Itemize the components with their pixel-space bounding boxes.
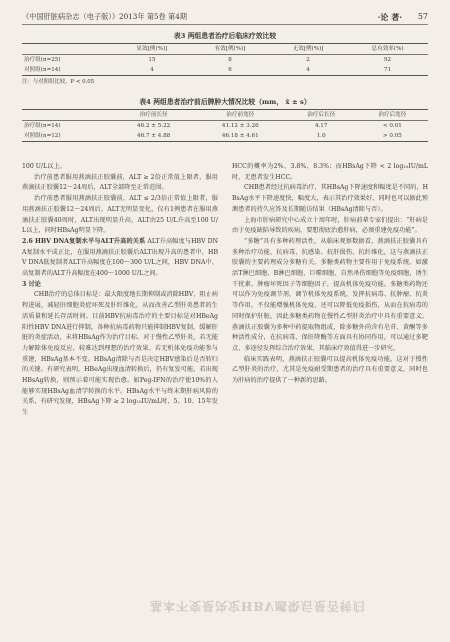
left-text-column xyxy=(22,162,218,419)
row-group-label: 对照组(n=12) xyxy=(22,131,112,142)
table-cell: 2 xyxy=(306,57,310,63)
table-cell: 4 xyxy=(269,65,347,76)
row-group-label: 对照组(n=14) xyxy=(22,65,113,76)
table4-header-cell xyxy=(22,110,112,121)
table-row xyxy=(22,55,428,66)
section-label: ·论 著· xyxy=(377,12,402,22)
body-paragraph: CHB治疗的总体目标是：最大限度地长期抑制或消除HBV，阻止病程进展，减轻肝细胞炎症坏死及肝纤维化，从而改善乙型肝炎患者的生活质量和延长存活时间。目前HBV抗病毒治疗的主要目标是对HBeAg阳性HBV DNA进行抑制，各种抗病毒药物只能抑制HBV复制，缓解肝脏的炎症活动，未将HBsAg作为治疗目标。对于慢性乙型肝炎，若无能力解除体免疫反应，较难达到理想的治疗效果。若无机体免疫功能参与重建，HBsAg基本不变。HBsAg清除与否是决定HBV感染后是否转归的关键。有研究表明，HBeAg出现血清转换后，仍有复发可能，若出现HBsAg转换，则预示着可能实现治愈。如Peg-IFN的治疗使10%的人能够实现HBsAg血清学转换的水平。HBsAg水平与终末期肝病风险的关系，有研究发现，HBsAg下降 ≥ 2 log₁₀IU/mL时，5、10、15年发生 xyxy=(22,291,218,417)
row-group-label: 治疗组(n=25) xyxy=(24,57,61,63)
table-3-grid xyxy=(22,43,428,76)
table3-header-cell xyxy=(22,44,113,55)
body-paragraph: 治疗前患者服用燕滴扶正胶囊前，ALT ≥ 2倍正常值上限者，服用燕滴扶正胶囊12～24周后，ALT全部降至正常范围。 xyxy=(22,173,218,192)
section-heading-paragraph xyxy=(22,280,218,291)
table-cell: 46.7 ± 4.88 xyxy=(112,131,195,142)
section-heading: 2.6 HBV DNA复制水平与ALT升高的关系 xyxy=(22,237,146,245)
table-cell: < 0.01 xyxy=(382,123,402,129)
section-heading-paragraph xyxy=(22,237,218,280)
body-paragraph: 治疗前患者服用燕滴扶正胶囊前，ALT ≤ 2/3倍正常值上限者，服用燕滴扶正胶囊12～24周后，ALT无明显变化，仅有1例患者在服用燕滴扶正胶囊40周时，ALT出现明显升高，ALT由25 U/L升高至100 U/L以上，同时HBsAg明显下降。 xyxy=(22,195,218,235)
bleed-through-text: 基本不变是决定HBV感染后是否转归 xyxy=(150,599,366,613)
table-cell: 15 xyxy=(148,57,156,63)
table-cell: 4.17 xyxy=(314,123,328,129)
table-3 xyxy=(22,30,428,86)
table-4-grid xyxy=(22,109,428,142)
table-cell: 92 xyxy=(383,57,392,63)
table-cell: 1.0 xyxy=(286,131,357,142)
table3-header-cell: 有效[例(%)] xyxy=(191,44,269,55)
table-row xyxy=(22,131,428,142)
table-cell: 8 xyxy=(228,57,232,63)
table4-header-cell: 治疗前宽径 xyxy=(195,110,286,121)
body-paragraph: HCC的概率为2%、3.8%、8.3%；而HBsAg下降 < 2 log₁₀IU/mL时，无患者发生HCC。 xyxy=(232,163,428,181)
table-row xyxy=(22,121,428,132)
table-cell: 6 xyxy=(191,65,269,76)
table4-header-cell: 治疗后宽径 xyxy=(357,110,428,121)
table-cell: 46.2 ± 5.22 xyxy=(137,123,171,129)
body-paragraph: 临床实践表明，燕滴扶正胶囊可以提高机体免疫功能，这对于慢性乙型肝炎的治疗，尤其是免疫耐受期患者的治疗具有重要意义，同时也为肝病的治疗提供了一种新的思路。 xyxy=(232,355,428,385)
running-header xyxy=(22,10,428,25)
right-text-column xyxy=(232,162,428,387)
section-heading: 3 讨论 xyxy=(22,280,41,288)
table4-header-cell: 治疗前长径 xyxy=(112,110,195,121)
paragraph-text: ALT升高幅度与HBV DNA复制水平成正比，在服用燕滴扶正胶囊后ALT出现升高的患者中，HBV DNA低复制者ALT升高幅度在100～300 U/L之间，HBV DNA中、高复制者的ALT升高幅度在400～1000 U/L之间。 xyxy=(22,237,218,278)
table-cell: 4 xyxy=(113,65,191,76)
table-cell: 71 xyxy=(347,65,428,76)
body-paragraph: CHB患者经过抗病毒治疗，其HBsAg下降速度和幅度是不同的，HBsAg水平下降速度快，幅度大，表示其治疗效果好，同时也可以据此预测患者的持久应答及长期随访结果（HBsAg清除与否）。 xyxy=(232,184,428,213)
table-3-caption: 表3 两组患者治疗后临床疗效比较 xyxy=(173,32,277,40)
table3-header-cell: 无效[例(%)] xyxy=(269,44,347,55)
page-number: 57 xyxy=(417,12,428,21)
table-3-note: 注：与对照组比较，P < 0.05 xyxy=(22,79,95,85)
table-cell: 41.12 ± 3.26 xyxy=(221,123,259,129)
table-4-caption: 表4 两组患者治疗前后脾肿大情况比较（mm， x̄ ± s） xyxy=(139,98,311,106)
body-paragraph: 100 U/L以上。 xyxy=(22,163,66,170)
table3-header-cell: 总有效率(%) xyxy=(347,44,428,55)
table3-header-cell: 显效[例(%)] xyxy=(113,44,191,55)
journal-title: 《中国肝脏病杂志（电子版）》2013年 第5卷 第4期 xyxy=(22,12,187,21)
body-paragraph: “多糖”具有多种药理活性，从临床观察数据看，燕滴扶正胶囊具有多种治疗功能，抗病毒、抗感染、抗肝损伤、抗纤维化，这与燕滴扶正胶囊的主要药理成分多糖有关。多糖类药物主要作用于免疫系统，如激活T淋巴细胞、B淋巴细胞、巨噬细胞、自然杀伤细胞等免疫细胞，诱生干扰素、肿瘤坏死因子等细胞因子，提高机体免疫功能。多糖类药物还可以作为免疫调节剂，调节机体免疫系统，发挥抗病毒、抗肿瘤、抗炎等作用，不仅能增强机体免疫，还可以降低免疫损伤，从而在抗病毒的同时保护肝脏，因此多糖类药物在慢性乙型肝炎治疗中具有重要意义。燕滴扶正胶囊为多种中药提取物组成，除多糖外尚含有皂苷、黄酮等多种活性成分，在抗病毒、保肝降酶等方面具有协同作用，可以通过多靶点、多途径发挥综合治疗效果，其临床疗效值得进一步研究。 xyxy=(232,237,428,352)
table-4 xyxy=(22,96,428,142)
table4-header-cell: 治疗后长径 xyxy=(286,110,357,121)
table-cell: > 0.05 xyxy=(357,131,428,142)
body-paragraph: 上海市肝病研究中心成立十周年时，肝病前辈专家们提出：“肝病是由于免疫缺陷导致的疾病，要想彻底治愈肝病，必须重建免疫功能”。 xyxy=(232,216,428,235)
table-row xyxy=(22,65,428,76)
row-group-label: 治疗组(n=14) xyxy=(24,123,61,129)
table-cell: 46.18 ± 4.61 xyxy=(195,131,286,142)
